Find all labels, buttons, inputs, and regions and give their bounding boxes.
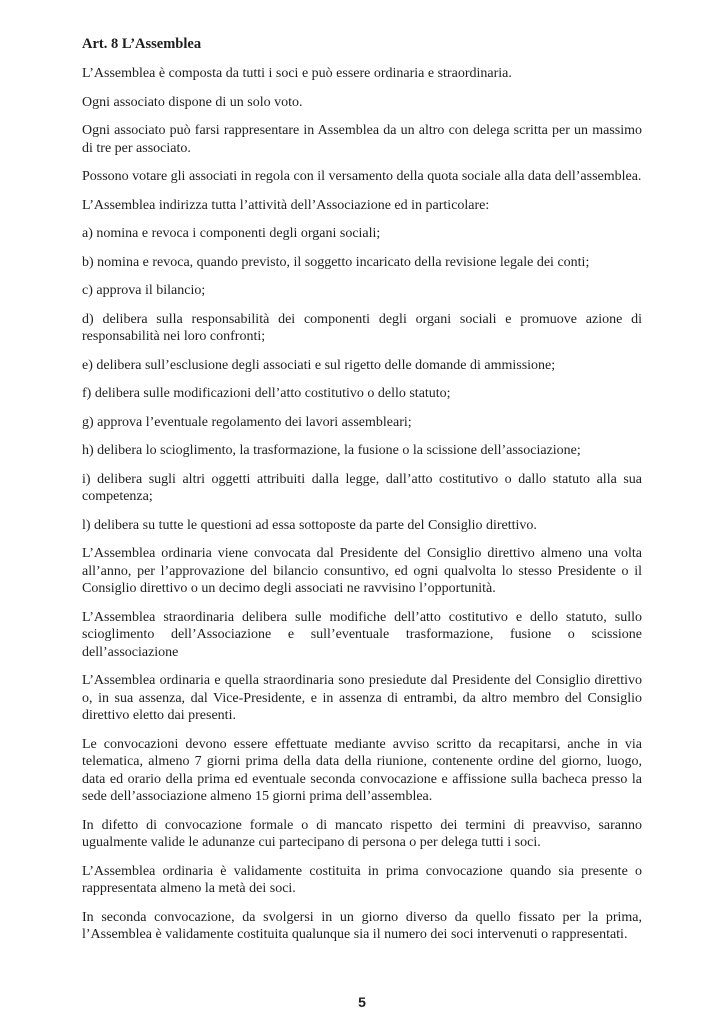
- list-item: d) delibera sulla responsabilità dei componenti degli organi sociali e promuove azione di responsabilità nei loro confronti;: [82, 311, 642, 344]
- document-body: [82, 35, 642, 955]
- paragraph: In difetto di convocazione formale o di mancato rispetto dei termini di preavviso, saranno ugualmente valide le adunanze cui partecipano di persona o per delega tutti i soci.: [82, 817, 642, 850]
- list-item: a) nomina e revoca i componenti degli organi sociali;: [82, 226, 381, 241]
- paragraph: In seconda convocazione, da svolgersi in un giorno diverso da quello fissato per la prima, l’Assemblea è validamente costituita qualunque sia il numero dei soci intervenuti o rappresentati.: [82, 909, 642, 942]
- page-number: 5: [358, 994, 366, 1010]
- paragraph: L’Assemblea ordinaria è validamente costituita in prima convocazione quando sia presente o rappresentata almeno la metà dei soci.: [82, 863, 642, 896]
- paragraph: L’Assemblea è composta da tutti i soci e può essere ordinaria e straordinaria.: [82, 66, 512, 81]
- list-item: l) delibera su tutte le questioni ad essa sottoposte da parte del Consiglio direttivo.: [82, 517, 537, 533]
- article-heading: Art. 8 L’Assemblea: [82, 36, 202, 52]
- list-item: c) approva il bilancio;: [82, 283, 206, 298]
- list-item: f) delibera sulle modificazioni dell’atto costitutivo o dello statuto;: [82, 386, 451, 401]
- paragraph: Ogni associato dispone di un solo voto.: [82, 94, 303, 110]
- list-item: g) approva l’eventuale regolamento dei lavori assembleari;: [82, 414, 412, 430]
- paragraph: Possono votare gli associati in regola con il versamento della quota sociale alla data dell’assemblea.: [82, 169, 642, 184]
- list-item: e) delibera sull’esclusione degli associati e sul rigetto delle domande di ammissione;: [82, 357, 556, 373]
- list-item: i) delibera sugli altri oggetti attribuiti dalla legge, dall’atto costitutivo o dallo statuto alla sua competenza;: [82, 471, 642, 504]
- paragraph: L’Assemblea ordinaria viene convocata dal Presidente del Consiglio direttivo almeno una volta all’anno, per l’approvazione del bilancio consuntivo, ed ogni qualvolta lo stesso Presidente o il Consiglio direttivo o un decimo degli associati ne ravvisino l’opportunità.: [82, 546, 642, 596]
- list-item: b) nomina e revoca, quando previsto, il soggetto incaricato della revisione legale dei conti;: [82, 254, 590, 270]
- list-item: h) delibera lo scioglimento, la trasformazione, la fusione o la scissione dell’associazione;: [82, 443, 581, 458]
- paragraph: L’Assemblea ordinaria e quella straordinaria sono presiedute dal Presidente del Consiglio direttivo o, in sua assenza, dal Vice-Presidente, e in assenza di entrambi, da altro membro del Consiglio direttivo eletto dai presenti.: [82, 673, 642, 723]
- paragraph: Ogni associato può farsi rappresentare in Assemblea da un altro con delega scritta per un massimo di tre per associato.: [82, 123, 642, 156]
- paragraph: L’Assemblea indirizza tutta l’attività dell’Associazione ed in particolare:: [82, 197, 490, 213]
- paragraph: L’Assemblea straordinaria delibera sulle modifiche dell’atto costitutivo e dello statuto, sullo scioglimento dell’Associazione e sull’eventuale trasformazione, fusione o scissione dell’associazione: [82, 609, 642, 660]
- paragraph: Le convocazioni devono essere effettuate mediante avviso scritto da recapitarsi, anche in via telematica, almeno 7 giorni prima della data della riunione, contenente ordine del giorno, luogo, data ed orario della prima ed eventuale seconda convocazione e affissione sulla bacheca presso la sede dell’associazione almeno 15 giorni prima dell’assemblea.: [82, 736, 642, 804]
